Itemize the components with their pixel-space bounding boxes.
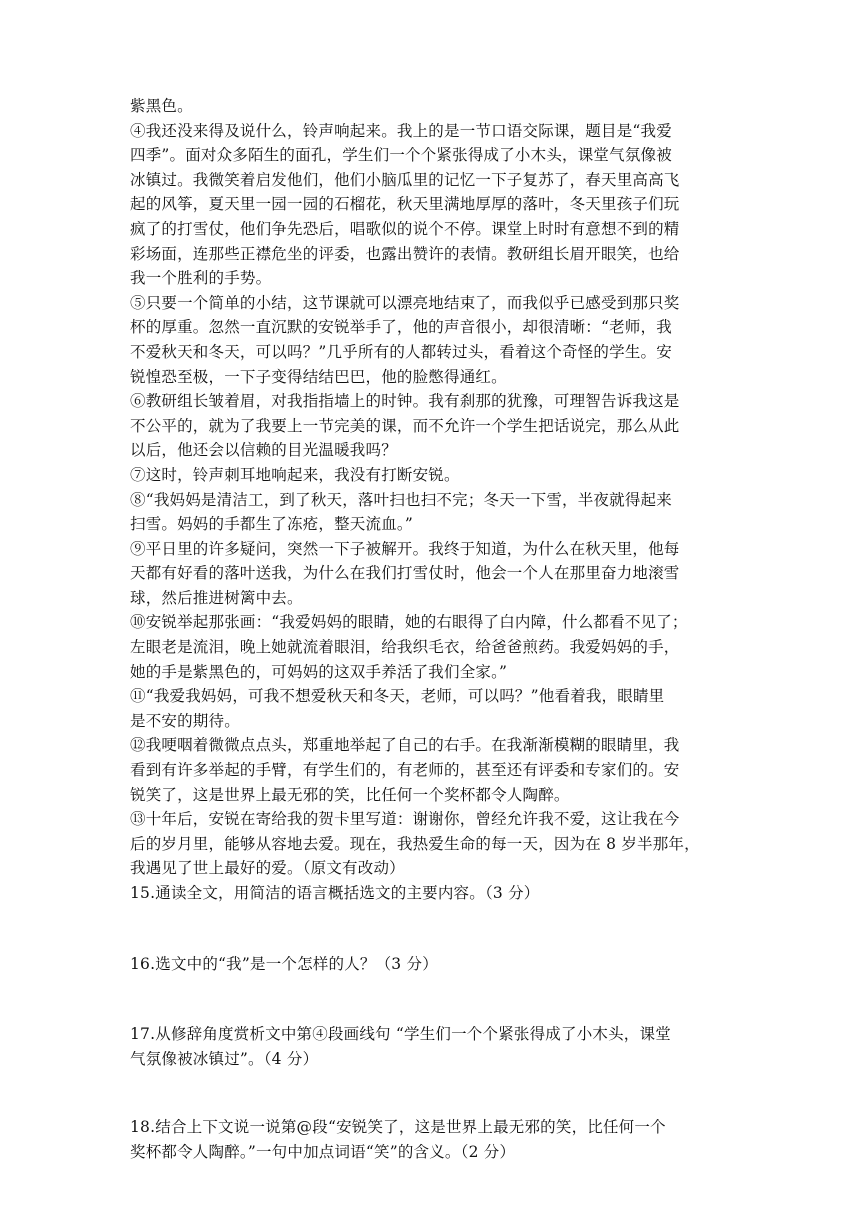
question-17: 17.从修辞角度赏析文中第④段画线句 “学生们一个个紧张得成了小木头，课堂 bbox=[130, 1025, 671, 1044]
text-line: ⑤只要一个简单的小结，这节课就可以漂亮地结束了，而我似乎已感受到那只奖 bbox=[130, 293, 680, 312]
text-line: 杯的厚重。忽然一直沉默的安锐举手了，他的声音很小，却很清晰：“老师，我 bbox=[130, 318, 672, 337]
text-line: 球，然后推进树篱中去。 bbox=[130, 588, 303, 607]
text-line: ⑪“我爱我妈妈，可我不想爱秋天和冬天，老师，可以吗？”他看着我，眼睛里 bbox=[130, 687, 665, 706]
text-line: 她的手是紫黑色的，可妈妈的这双手养活了我们全家。” bbox=[130, 662, 508, 681]
text-line: 扫雪。妈妈的手都生了冻疮，整天流血。” bbox=[130, 515, 413, 534]
text-line: 不爱秋天和冬天，可以吗？”几乎所有的人都转过头，看着这个奇怪的学生。安 bbox=[130, 342, 672, 361]
text-line: 左眼老是流泪，晚上她就流着眼泪，给我织毛衣，给爸爸煎药。我爱妈妈的手， bbox=[130, 638, 680, 657]
text-line: ⑩安锐举起那张画：“我爱妈妈的眼睛，她的右眼得了白内障，什么都看不见了； bbox=[130, 613, 688, 632]
question-18-cont: 奖杯都令人陶醉。”一句中加点词语“笑”的含义。（2 分） bbox=[130, 1142, 516, 1161]
question-17-cont: 气氛像被冰镇过”。（4 分） bbox=[130, 1049, 319, 1068]
text-line: 冰镇过。我微笑着启发他们，他们小脑瓜里的记忆一下子复苏了，春天里高高飞 bbox=[130, 170, 680, 189]
text-line: ⑨平日里的许多疑问，突然一下子被解开。我终于知道，为什么在秋天里，他每 bbox=[130, 539, 680, 558]
text-line: 紫黑色。 bbox=[130, 97, 193, 115]
text-line: ⑬十年后，安锐在寄给我的贺卡里写道：谢谢你，曾经允许我不爱，这让我在今 bbox=[130, 810, 680, 829]
text-line: 不公平的，就为了我要上一节完美的课，而不允许一个学生把话说完，那么从此 bbox=[130, 416, 680, 435]
text-line: ④我还没来得及说什么，铃声响起来。我上的是一节口语交际课，题目是“我爱 bbox=[130, 121, 672, 140]
text-line: 天都有好看的落叶送我，为什么在我们打雪仗时，他会一个人在那里奋力地滚雪 bbox=[130, 564, 680, 583]
text-line: ⑧“我妈妈是清洁工，到了秋天，落叶扫也扫不完；冬天一下雪，半夜就得起来 bbox=[130, 490, 672, 509]
question-16: 16.选文中的“我”是一个怎样的人？（3 分） bbox=[130, 954, 438, 973]
text-line: 我遇见了世上最好的爱。（原文有改动） bbox=[130, 859, 405, 878]
text-line: 起的风筝，夏天里一园一园的石榴花，秋天里满地厚厚的落叶，冬天里孩子们玩 bbox=[130, 195, 680, 214]
text-line: 后的岁月里，能够从容地去爱。现在，我热爱生命的每一天，因为在 8 岁半那年， bbox=[130, 834, 700, 853]
document-page bbox=[130, 94, 740, 1165]
text-line: ⑫我哽咽着微微点点头，郑重地举起了自己的右手。在我渐渐模糊的眼睛里，我 bbox=[130, 736, 680, 755]
question-18: 18.结合上下文说一说第@段“安锐笑了，这是世界上最无邪的笑，比任何一个 bbox=[130, 1118, 666, 1137]
text-line: 彩场面，连那些正襟危坐的评委，也露出赞许的表情。教研组长眉开眼笑，也给 bbox=[130, 244, 680, 263]
text-line: 以后，他还会以信赖的目光温暖我吗？ bbox=[130, 441, 397, 460]
text-line: 锐笑了，这是世界上最无邪的笑，比任何一个奖杯都令人陶醉。 bbox=[130, 785, 570, 804]
text-line: 疯了的打雪仗，他们争先恐后，唱歌似的说个不停。课堂上时时有意想不到的精 bbox=[130, 219, 680, 238]
text-line: ⑥教研组长皱着眉，对我指指墙上的时钟。我有刹那的犹豫，可理智告诉我这是 bbox=[130, 392, 680, 411]
text-line: 我一个胜利的手势。 bbox=[130, 269, 272, 288]
answer-space bbox=[130, 1071, 740, 1115]
question-15: 15.通读全文，用简洁的语言概括选文的主要内容。（3 分） bbox=[130, 884, 540, 902]
answer-space bbox=[130, 906, 740, 952]
text-line: 锐惶恐至极，一下子变得结结巴巴，他的脸憋得通红。 bbox=[130, 367, 507, 386]
answer-space bbox=[130, 976, 740, 1022]
text-line: 是不安的期待。 bbox=[130, 711, 240, 730]
text-line: ⑦这时，铃声刺耳地响起来，我没有打断安锐。 bbox=[130, 465, 460, 484]
text-line: 看到有许多举起的手臂，有学生们的，有老师的，甚至还有评委和专家们的。安 bbox=[130, 761, 680, 780]
text-line: 四季”。面对众多陌生的面孔，学生们一个个紧张得成了小木头，课堂气氛像被 bbox=[130, 146, 672, 165]
